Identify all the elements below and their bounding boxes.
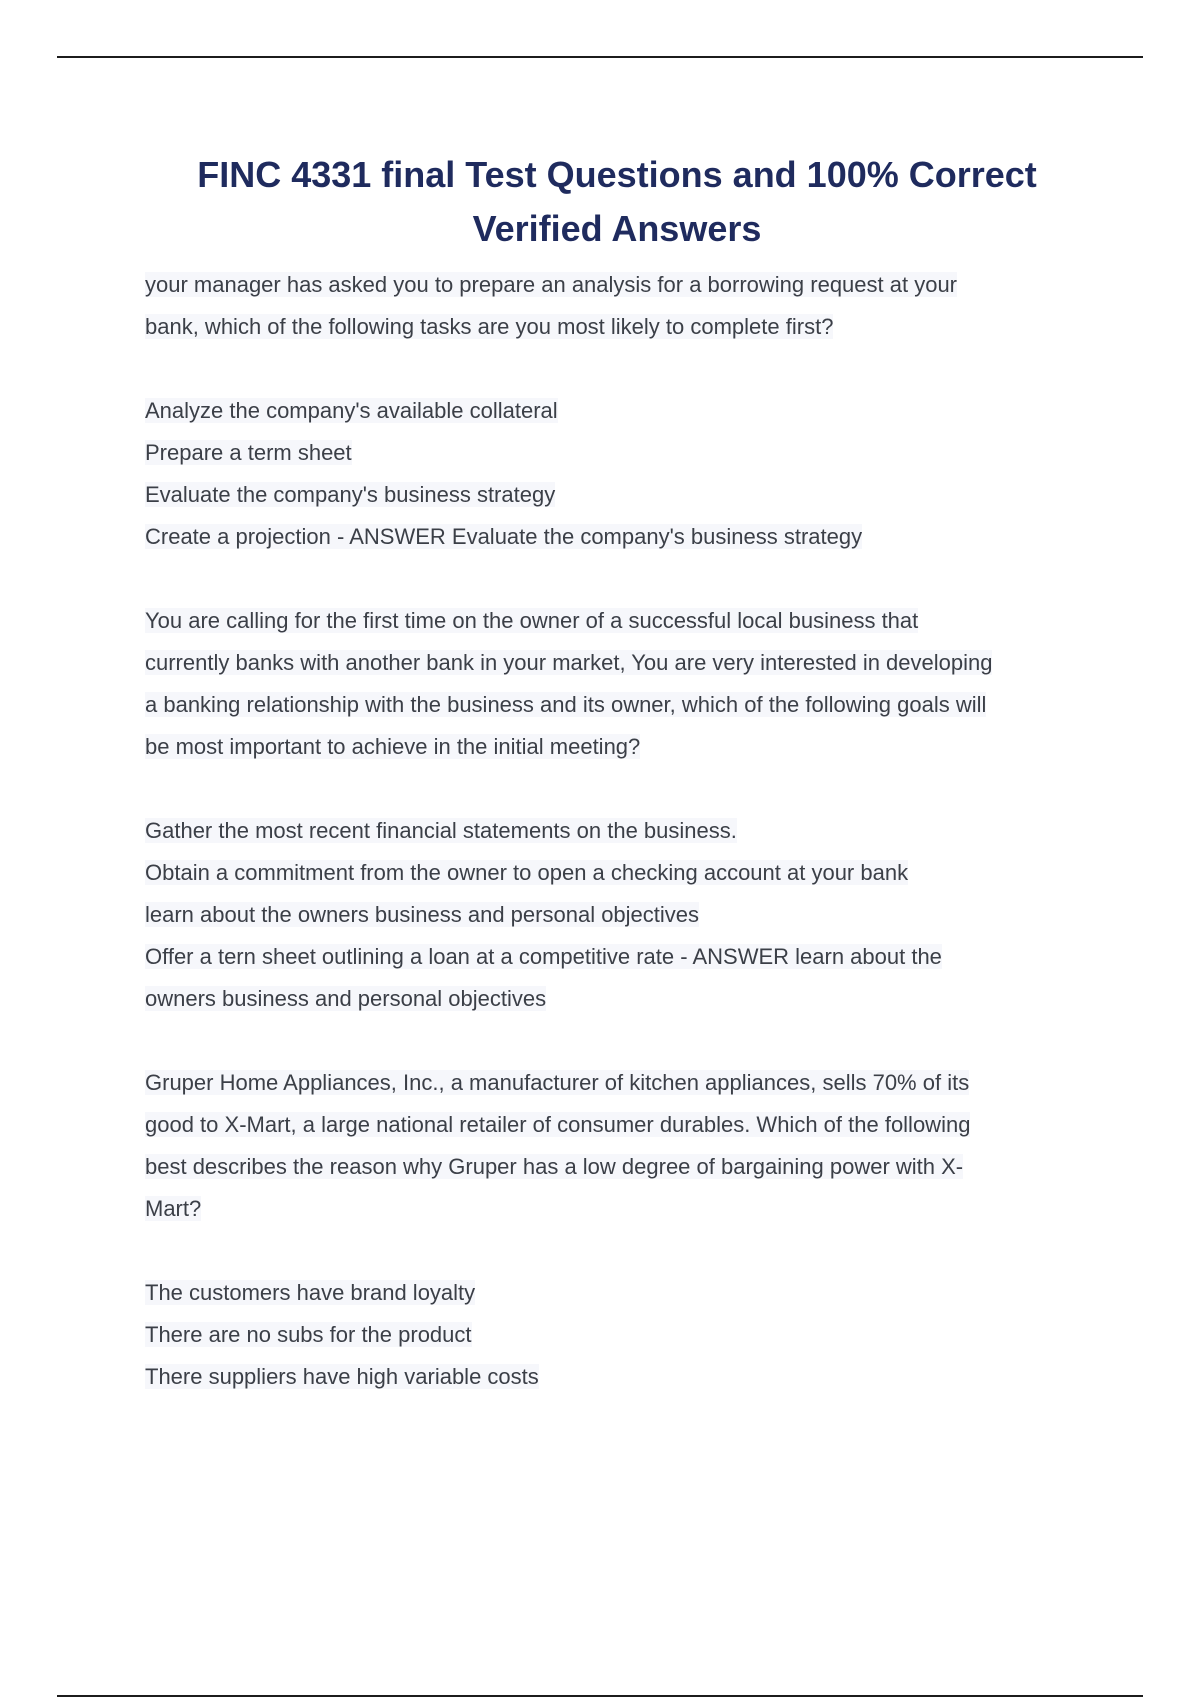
text-line: bank, which of the following tasks are you most likely to complete first? [145,314,834,339]
option-line: owners business and personal objectives [145,986,547,1011]
option-line: Offer a tern sheet outlining a loan at a competitive rate - ANSWER learn about the [145,944,942,969]
text-line: Gruper Home Appliances, Inc., a manufacturer of kitchen appliances, sells 70% of its [145,1070,970,1095]
question-block [145,1062,1095,1230]
option-line: Prepare a term sheet [145,440,352,465]
bottom-rule [57,1695,1143,1697]
document-title [130,148,1104,256]
question-block [145,264,1095,348]
option-line: Obtain a commitment from the owner to open a checking account at your bank [145,860,909,885]
document-body [145,264,1095,1440]
option-line: The customers have brand loyalty [145,1280,476,1305]
title-line: Verified Answers [472,208,762,249]
options-block [145,1272,1095,1398]
text-line: currently banks with another bank in your market, You are very interested in developing [145,650,993,675]
option-line: learn about the owners business and personal objectives [145,902,700,927]
top-rule [57,56,1143,58]
option-line: Gather the most recent financial statements on the business. [145,818,737,843]
option-line: Evaluate the company's business strategy [145,482,556,507]
text-line: your manager has asked you to prepare an analysis for a borrowing request at your [145,272,958,297]
question-block [145,600,1095,768]
text-line: be most important to achieve in the initial meeting? [145,734,641,759]
text-line: best describes the reason why Gruper has a low degree of bargaining power with X- [145,1154,964,1179]
options-block [145,390,1095,558]
option-line: There are no subs for the product [145,1322,472,1347]
text-line: You are calling for the first time on the owner of a successful local business that [145,608,919,633]
text-line: good to X-Mart, a large national retailer of consumer durables. Which of the following [145,1112,971,1137]
text-line: Mart? [145,1196,202,1221]
option-line: There suppliers have high variable costs [145,1364,539,1389]
title-line: FINC 4331 final Test Questions and 100% Correct [197,154,1037,195]
text-line: a banking relationship with the business and its owner, which of the following goals will [145,692,987,717]
option-line: Create a projection - ANSWER Evaluate the company's business strategy [145,524,863,549]
option-line: Analyze the company's available collateral [145,398,558,423]
options-block [145,810,1095,1020]
